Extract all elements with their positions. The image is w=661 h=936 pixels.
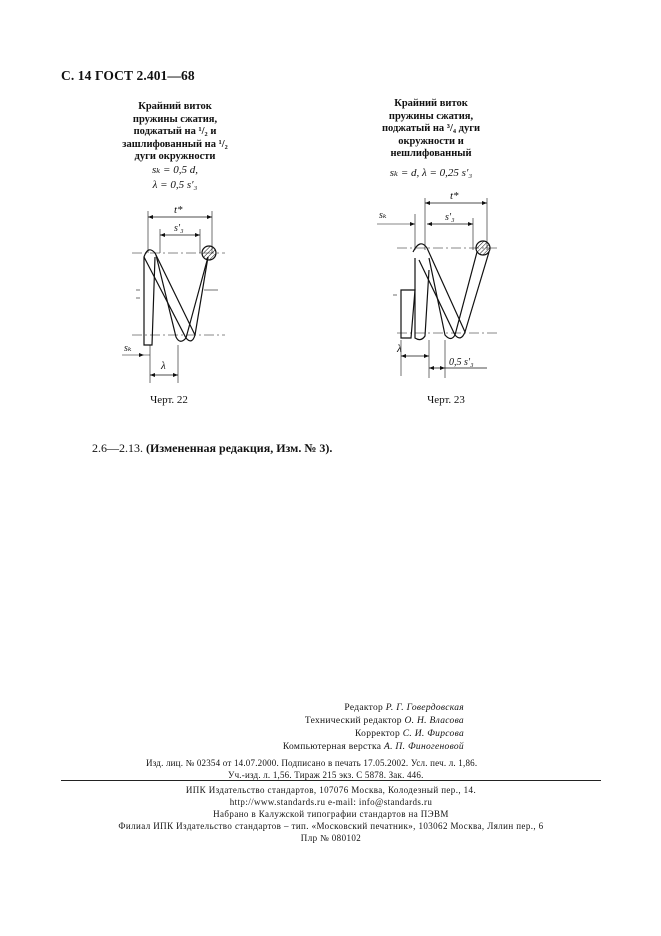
publisher-line-1: ИПК Издательство стандартов, 107076 Москва, Колодезный пер., 14. [185, 785, 477, 795]
note-text: (Измененная редакция, Изм. № 3). [146, 441, 333, 455]
dim-sk-label: sₖ [124, 343, 132, 354]
caption-line: нешлифованный [390, 148, 472, 159]
caption-line: окружности и [398, 135, 464, 147]
dim-s3-label: s′₃ [174, 223, 184, 234]
caption-line: поджатый на ¹/₂ и [133, 126, 217, 137]
credit-line [150, 728, 464, 741]
caption-line: зашлифованный на ¹/₂ [122, 138, 228, 150]
figure-22-caption [110, 101, 240, 164]
figure-22-label: Черт. 22 [150, 394, 188, 406]
imprint-line-2: Уч.-изд. л. 1,56. Тираж 215 экз. С 5878. Зак. 446. [228, 770, 424, 780]
credit-role: Редактор [344, 703, 384, 713]
publisher-line-3: Набрано в Калужской типографии стандартов на ПЭВМ [213, 809, 449, 819]
credit-line [150, 715, 464, 728]
credit-name: Р. Г. Говердовская [385, 703, 464, 713]
dim-sk-label: sₖ [379, 210, 387, 221]
note-ref: 2.6—2.13. [92, 441, 143, 455]
amendment-note [92, 441, 332, 456]
dim-lambda-label: λ [397, 343, 402, 355]
figure-23-label: Черт. 23 [427, 394, 465, 406]
figure-23-drawing [365, 190, 505, 385]
figure-23-formula [366, 166, 496, 181]
caption-line: Крайний виток [394, 98, 468, 109]
dim-s3-label: s′₃ [445, 212, 455, 223]
caption-line: поджатый на ³/₄ дуги [381, 123, 481, 134]
dim-t-label: t* [174, 204, 183, 216]
publisher-line-4: Филиал ИПК Издательство стандартов – тип. «Московский печатник», 103062 Москва, Лялин пер., 6 [118, 821, 544, 831]
caption-line: Крайний виток [138, 101, 212, 112]
publisher-line-5: Плр № 080102 [300, 833, 362, 843]
credits-block [150, 702, 464, 754]
credit-name: О. Н. Власова [404, 716, 464, 726]
credit-name: А. П. Финогеновой [383, 742, 464, 752]
dim-lambda-label: λ [161, 360, 166, 372]
credit-role: Корректор [354, 729, 401, 739]
formula-line: sₖ = 0,5 d, [152, 164, 198, 176]
imprint-line-1: Изд. лиц. № 02354 от 14.07.2000. Подписано в печать 17.05.2002. Усл. печ. л. 1,86. [146, 758, 478, 768]
caption-line: дуги окружности [134, 151, 216, 162]
page-header: С. 14 ГОСТ 2.401—68 [61, 68, 195, 83]
credit-line [150, 741, 464, 754]
formula-line: λ = 0,5 s′₃ [152, 179, 198, 191]
dim-05s3-label: 0,5 s′₃ [449, 357, 474, 368]
caption-line: пружины сжатия, [132, 113, 218, 125]
divider [61, 780, 601, 781]
formula-line: sₖ = d, λ = 0,25 s′₃ [389, 167, 473, 179]
figure-22-drawing [100, 195, 250, 385]
caption-line: пружины сжатия, [388, 110, 474, 122]
dim-t-label: t* [450, 190, 459, 202]
credit-name: С. И. Фирсова [402, 729, 464, 739]
publisher-line-2: http://www.standards.ru e-mail: info@standards.ru [229, 797, 433, 807]
figure-23-caption [366, 98, 496, 161]
figure-22-formula [110, 163, 240, 193]
credit-line [150, 702, 464, 715]
credit-role: Компьютерная верстка [282, 742, 382, 752]
credit-role: Технический редактор [304, 716, 402, 726]
